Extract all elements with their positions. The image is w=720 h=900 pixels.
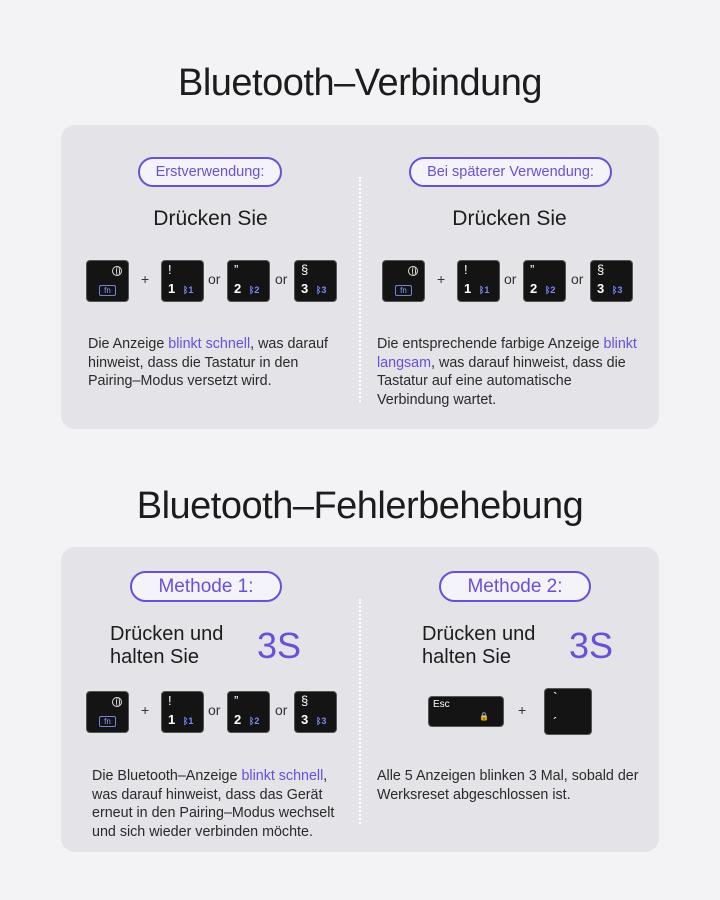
key-3-number: 3 bbox=[597, 281, 605, 296]
key-3 bbox=[294, 691, 337, 733]
key-2-symbol: ” bbox=[234, 693, 239, 708]
method-2-pill: Methode 2: bbox=[439, 571, 591, 602]
key-3 bbox=[294, 260, 337, 302]
key-combo bbox=[86, 691, 346, 733]
or-label: or bbox=[504, 271, 517, 287]
or-label: or bbox=[571, 271, 584, 287]
method-1-column bbox=[61, 547, 360, 852]
highlight-text: blinkt langsam bbox=[377, 336, 637, 371]
bluetooth-1-icon: ᛒ1 bbox=[183, 716, 194, 726]
key-3-number: 3 bbox=[301, 281, 309, 296]
key-3 bbox=[590, 260, 633, 302]
key-3-symbol: § bbox=[301, 262, 309, 277]
key-2-number: 2 bbox=[234, 281, 242, 296]
key-3-symbol: § bbox=[301, 693, 309, 708]
highlight-text: blinkt schnell bbox=[241, 768, 324, 784]
fn-label: fn bbox=[99, 285, 116, 296]
key-1-symbol: ! bbox=[464, 262, 468, 277]
globe-icon bbox=[112, 266, 122, 276]
globe-icon bbox=[408, 266, 418, 276]
first-use-pill: Erstverwendung: bbox=[138, 157, 282, 187]
fn-key bbox=[86, 691, 129, 733]
bluetooth-3-icon: ᛒ3 bbox=[612, 285, 623, 295]
key-1-number: 1 bbox=[168, 712, 176, 727]
highlight-text: blinkt schnell bbox=[168, 336, 251, 352]
key-1-number: 1 bbox=[168, 281, 176, 296]
key-combo bbox=[382, 260, 642, 302]
method-2-column bbox=[360, 547, 659, 852]
method-2-description: Alle 5 Anzeigen blinken 3 Mal, sobald der Werksreset abgeschlossen ist. bbox=[377, 768, 639, 803]
key-1 bbox=[161, 691, 204, 733]
key-1 bbox=[457, 260, 500, 302]
key-1 bbox=[161, 260, 204, 302]
duration-label: 3S bbox=[569, 625, 614, 666]
key-2 bbox=[227, 260, 270, 302]
plus-sign: + bbox=[141, 271, 150, 287]
bluetooth-3-icon: ᛒ3 bbox=[316, 716, 327, 726]
or-label: or bbox=[275, 702, 288, 718]
or-label: or bbox=[208, 271, 221, 287]
reset-key-combo bbox=[428, 688, 598, 736]
later-use-pill: Bei späterer Verwendung: bbox=[409, 157, 612, 187]
key-2-symbol: ” bbox=[234, 262, 239, 277]
fn-key bbox=[86, 260, 129, 302]
hold-label: Drücken und halten Sie bbox=[110, 623, 224, 668]
hold-label: Drücken und halten Sie bbox=[422, 623, 536, 668]
bluetooth-2-icon: ᛒ2 bbox=[249, 285, 260, 295]
duration-label: 3S bbox=[257, 625, 302, 666]
first-use-description: Die Anzeige blinkt schnell, was darauf hinweist, dass die Tastatur in den Pairing–Modus versetzt wird. bbox=[88, 336, 329, 389]
bluetooth-2-icon: ᛒ2 bbox=[545, 285, 556, 295]
key-1-number: 1 bbox=[464, 281, 472, 296]
bluetooth-2-icon: ᛒ2 bbox=[249, 716, 260, 726]
connection-panel bbox=[61, 125, 659, 429]
plus-sign: + bbox=[437, 271, 446, 287]
press-label: Drücken Sie bbox=[452, 207, 567, 230]
bluetooth-1-icon: ᛒ1 bbox=[479, 285, 490, 295]
bluetooth-3-icon: ᛒ3 bbox=[316, 285, 327, 295]
first-use-column bbox=[61, 125, 360, 429]
fn-key bbox=[382, 260, 425, 302]
connection-title: Bluetooth–Verbindung bbox=[178, 62, 542, 104]
key-3-number: 3 bbox=[301, 712, 309, 727]
key-1-symbol: ! bbox=[168, 693, 172, 708]
key-2-number: 2 bbox=[234, 712, 242, 727]
plus-sign: + bbox=[518, 702, 527, 718]
key-3-symbol: § bbox=[597, 262, 605, 277]
bluetooth-1-icon: ᛒ1 bbox=[183, 285, 194, 295]
lock-icon: 🔒 bbox=[479, 712, 489, 721]
grave-symbol: ` bbox=[553, 689, 558, 705]
troubleshooting-title: Bluetooth–Fehlerbehebung bbox=[136, 485, 584, 527]
or-label: or bbox=[208, 702, 221, 718]
key-combo bbox=[86, 260, 346, 302]
globe-icon bbox=[112, 697, 122, 707]
grave-key bbox=[544, 688, 592, 735]
or-label: or bbox=[275, 271, 288, 287]
acute-symbol: ´ bbox=[553, 714, 558, 730]
key-2 bbox=[227, 691, 270, 733]
key-2-symbol: ” bbox=[530, 262, 535, 277]
troubleshooting-panel bbox=[61, 547, 659, 852]
key-2-number: 2 bbox=[530, 281, 538, 296]
fn-label: fn bbox=[99, 716, 116, 727]
later-use-column bbox=[360, 125, 659, 429]
later-use-description: Die entsprechende farbige Anzeige blinkt langsam, was darauf hinweist, dass die Tastatur auf eine automatische Verbindung wartet. bbox=[377, 336, 637, 408]
key-2 bbox=[523, 260, 566, 302]
method-1-description: Die Bluetooth–Anzeige blinkt schnell, was darauf hinweist, dass das Gerät erneut in den Pairing–Modus wechselt und sich wieder verbinden möchte. bbox=[92, 768, 335, 840]
esc-label: Esc bbox=[433, 699, 450, 710]
method-1-pill: Methode 1: bbox=[130, 571, 282, 602]
plus-sign: + bbox=[141, 702, 150, 718]
press-label: Drücken Sie bbox=[153, 207, 268, 230]
key-1-symbol: ! bbox=[168, 262, 172, 277]
esc-key bbox=[428, 696, 504, 727]
fn-label: fn bbox=[395, 285, 412, 296]
